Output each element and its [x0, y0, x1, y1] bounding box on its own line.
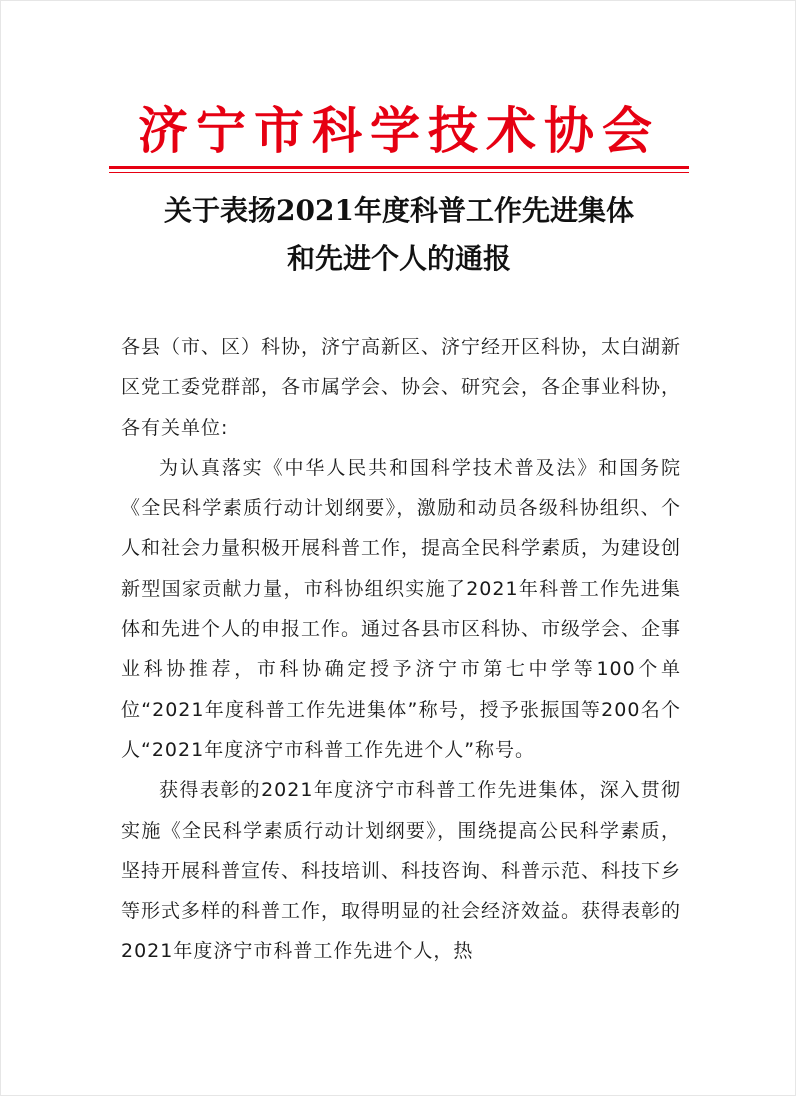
- document-title-line-1: 关于表扬2021年度科普工作先进集体: [164, 194, 634, 227]
- masthead-red-rule-thin: [109, 172, 689, 173]
- document-body: [121, 327, 681, 972]
- document-title-line-2: 和先进个人的通报: [286, 242, 511, 275]
- salutation: 各县（市、区）科协，济宁高新区、济宁经开区科协，太白湖新区党工委党群部，各市属学会、协会、研究会，各企事业科协，各有关单位:: [121, 336, 682, 439]
- body-paragraph-2: 获得表彰的2021年度济宁市科普工作先进集体，深入贯彻实施《全民科学素质行动计划纲要》，围绕提高公民科学素质，坚持开展科普宣传、科技培训、科技咨询、科普示范、科技下乡等形式多样的科普工作，取得明显的社会经济效益。获得表彰的2021年度济宁市科普工作先进个人，热: [121, 779, 682, 963]
- masthead-red-rule: [109, 166, 689, 169]
- body-paragraph-1: 为认真落实《中华人民共和国科学技术普及法》和国务院《全民科学素质行动计划纲要》，激励和动员各级科协组织、个人和社会力量积极开展科普工作，提高全民科学素质，为建设创新型国家贡献力量，市科协组织实施了2021年科普工作先进集体和先进个人的申报工作。通过各县市区科协、市级学会、企事业科协推荐，市科协确定授予济宁市第七中学等100个单位“2021年度科普工作先进集体”称号，授予张振国等200名个人“2021年度济宁市科普工作先进个人”称号。: [121, 456, 682, 761]
- masthead-organization-name: 济宁市科学技术协会: [138, 101, 660, 160]
